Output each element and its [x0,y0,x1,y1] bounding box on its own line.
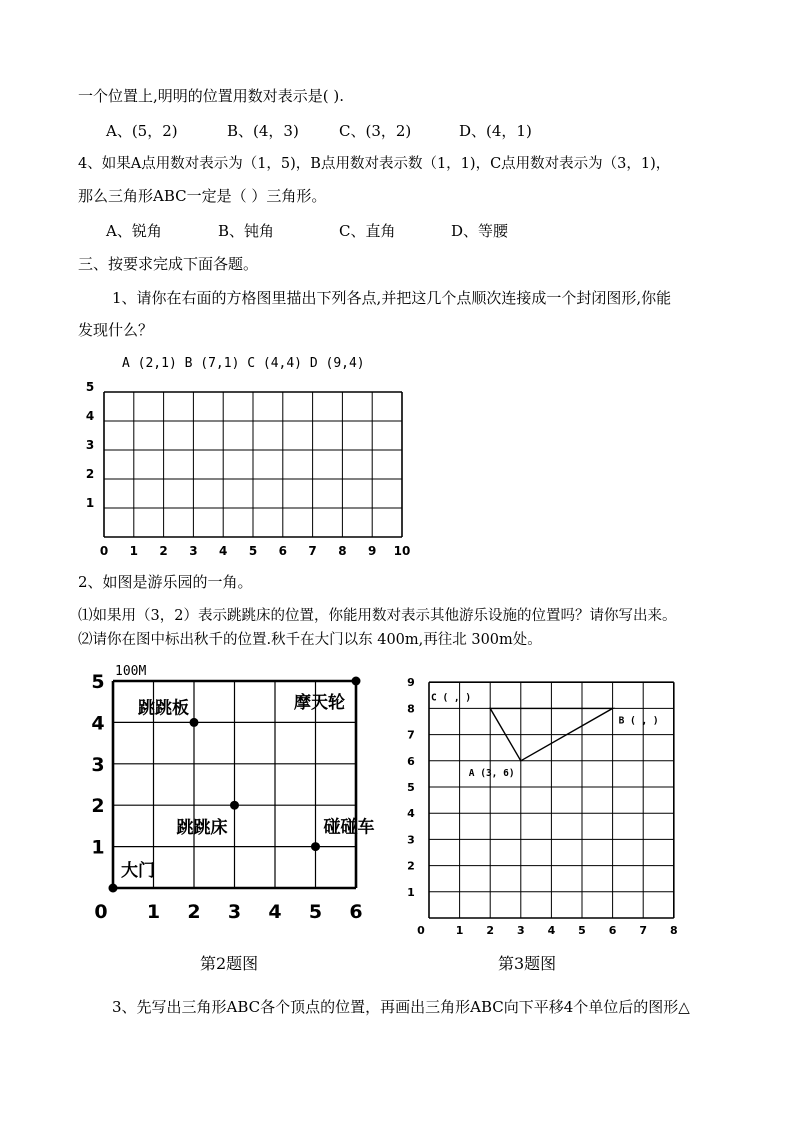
vertex-a-label: A (3, 6) [468,767,515,779]
question-4-line-1: 4、如果A点用数对表示为（1，5)，B点用数对表示数（1，1)，C点用数对表示为（3，1)， [78,156,671,172]
fig2-x-tick: 1 [146,901,161,923]
fig2-place-label: 大门 [121,861,155,881]
fig3-x-tick: 7 [639,924,648,937]
q3-option-a: A、(5，2) [106,122,178,140]
grid1-y-tick: 1 [85,496,95,510]
fig2-x-tick: 4 [268,901,282,923]
grid1-x-tick: 0 [99,544,109,558]
q3-option-b: B、(4，3) [227,122,299,140]
fig2-y-tick: 3 [91,753,105,776]
fig2-x-tick: 2 [187,901,201,923]
fig3-x-tick: 6 [608,924,617,937]
fig2-scale-label: 100M [115,664,147,679]
fig2-y-tick: 2 [91,795,105,818]
grid1-x-tick: 3 [189,544,198,558]
problem-2-heading: 2、如图是游乐园的一角。 [78,573,253,591]
problem-2-part-1: ⑴如果用（3，2）表示跳跳床的位置，你能用数对表示其他游乐设施的位置吗？请你写出来。 [78,608,677,624]
grid1-x-tick: 1 [129,544,138,558]
grid1-x-tick: 10 [393,544,411,558]
grid1-x-tick: 2 [159,544,168,558]
fig2-y-tick: 5 [91,671,105,693]
problem-2-part-2: ⑵请你在图中标出秋千的位置.秋千在大门以东 400m,再往北 300m处。 [78,632,542,648]
grid1-y-tick: 2 [85,467,95,481]
fig3-x-tick: 1 [455,924,464,937]
grid1-x-tick: 4 [219,544,228,558]
q3-option-c: C、(3，2) [339,122,412,140]
fig2-x-tick: 6 [349,901,363,923]
problem-1-line-1: 1、请你在右面的方格图里描出下列各点,并把这几个点顺次连接成一个封闭图形,你能 [112,289,672,307]
figure-3-caption: 第3题图 [498,954,557,973]
problem-3-text: 3、先写出三角形ABC各个顶点的位置，再画出三角形ABC向下平移4个单位后的图形△ [112,998,690,1016]
fig2-place-label: 跳跳板 [138,698,189,719]
question-4-line-2: 那么三角形ABC一定是（ ）三角形。 [78,187,327,205]
q4-option-c: C、直角 [339,222,396,240]
fig2-place-label: 摩天轮 [294,693,345,713]
fig3-y-tick: 7 [407,728,415,742]
grid1-x-tick: 7 [308,544,317,558]
fig3-x-tick: 8 [669,924,678,937]
fig2-x-tick: 5 [308,901,323,923]
fig3-y-tick: 6 [407,754,415,768]
q3-option-d: D、(4，1) [459,122,532,140]
grid1-x-tick: 9 [368,544,377,558]
section-3-heading: 三、按要求完成下面各题。 [78,255,259,273]
fig3-y-tick: 9 [407,676,415,690]
fig3-x-tick: 0 [417,924,425,937]
fig2-x-tick: 0 [94,901,108,923]
fig3-y-tick: 5 [407,781,415,794]
fig2-place-label: 跳跳床 [176,818,228,839]
fig3-x-tick: 3 [516,924,525,937]
fig3-x-tick: 4 [547,924,556,937]
problem-1-line-2: 发现什么？ [78,321,154,339]
fig3-y-tick: 3 [407,833,415,847]
grid1-y-tick: 3 [85,438,95,452]
grid1-x-tick: 6 [278,544,287,558]
fig3-x-tick: 5 [578,924,586,937]
question-3-stem-end: 一个位置上,明明的位置用数对表示是( ). [78,87,345,105]
grid1-y-tick: 5 [85,380,95,394]
vertex-b-label: B ( , ) [618,715,659,727]
q4-option-d: D、等腰 [451,222,509,240]
fig3-y-tick: 4 [407,807,415,821]
grid1-y-tick: 4 [85,409,95,423]
q4-option-b: B、钝角 [218,222,275,240]
fig2-y-tick: 4 [91,712,105,735]
fig2-y-tick: 1 [91,836,105,859]
fig3-x-tick: 2 [486,924,495,937]
grid1-x-tick: 8 [338,544,347,558]
problem-1-points: A (2,1) B (7,1) C (4,4) D (9,4) [122,356,365,371]
grid1-x-tick: 5 [248,544,258,558]
figure-2-caption: 第2题图 [200,954,259,973]
fig3-y-tick: 8 [407,702,415,716]
q4-option-a: A、锐角 [106,222,162,240]
vertex-c-label: C ( , ) [431,692,472,704]
fig2-x-tick: 3 [227,901,242,923]
fig3-y-tick: 1 [407,885,415,899]
fig2-place-label: 碰碰车 [323,817,375,838]
fig3-y-tick: 2 [407,859,415,873]
